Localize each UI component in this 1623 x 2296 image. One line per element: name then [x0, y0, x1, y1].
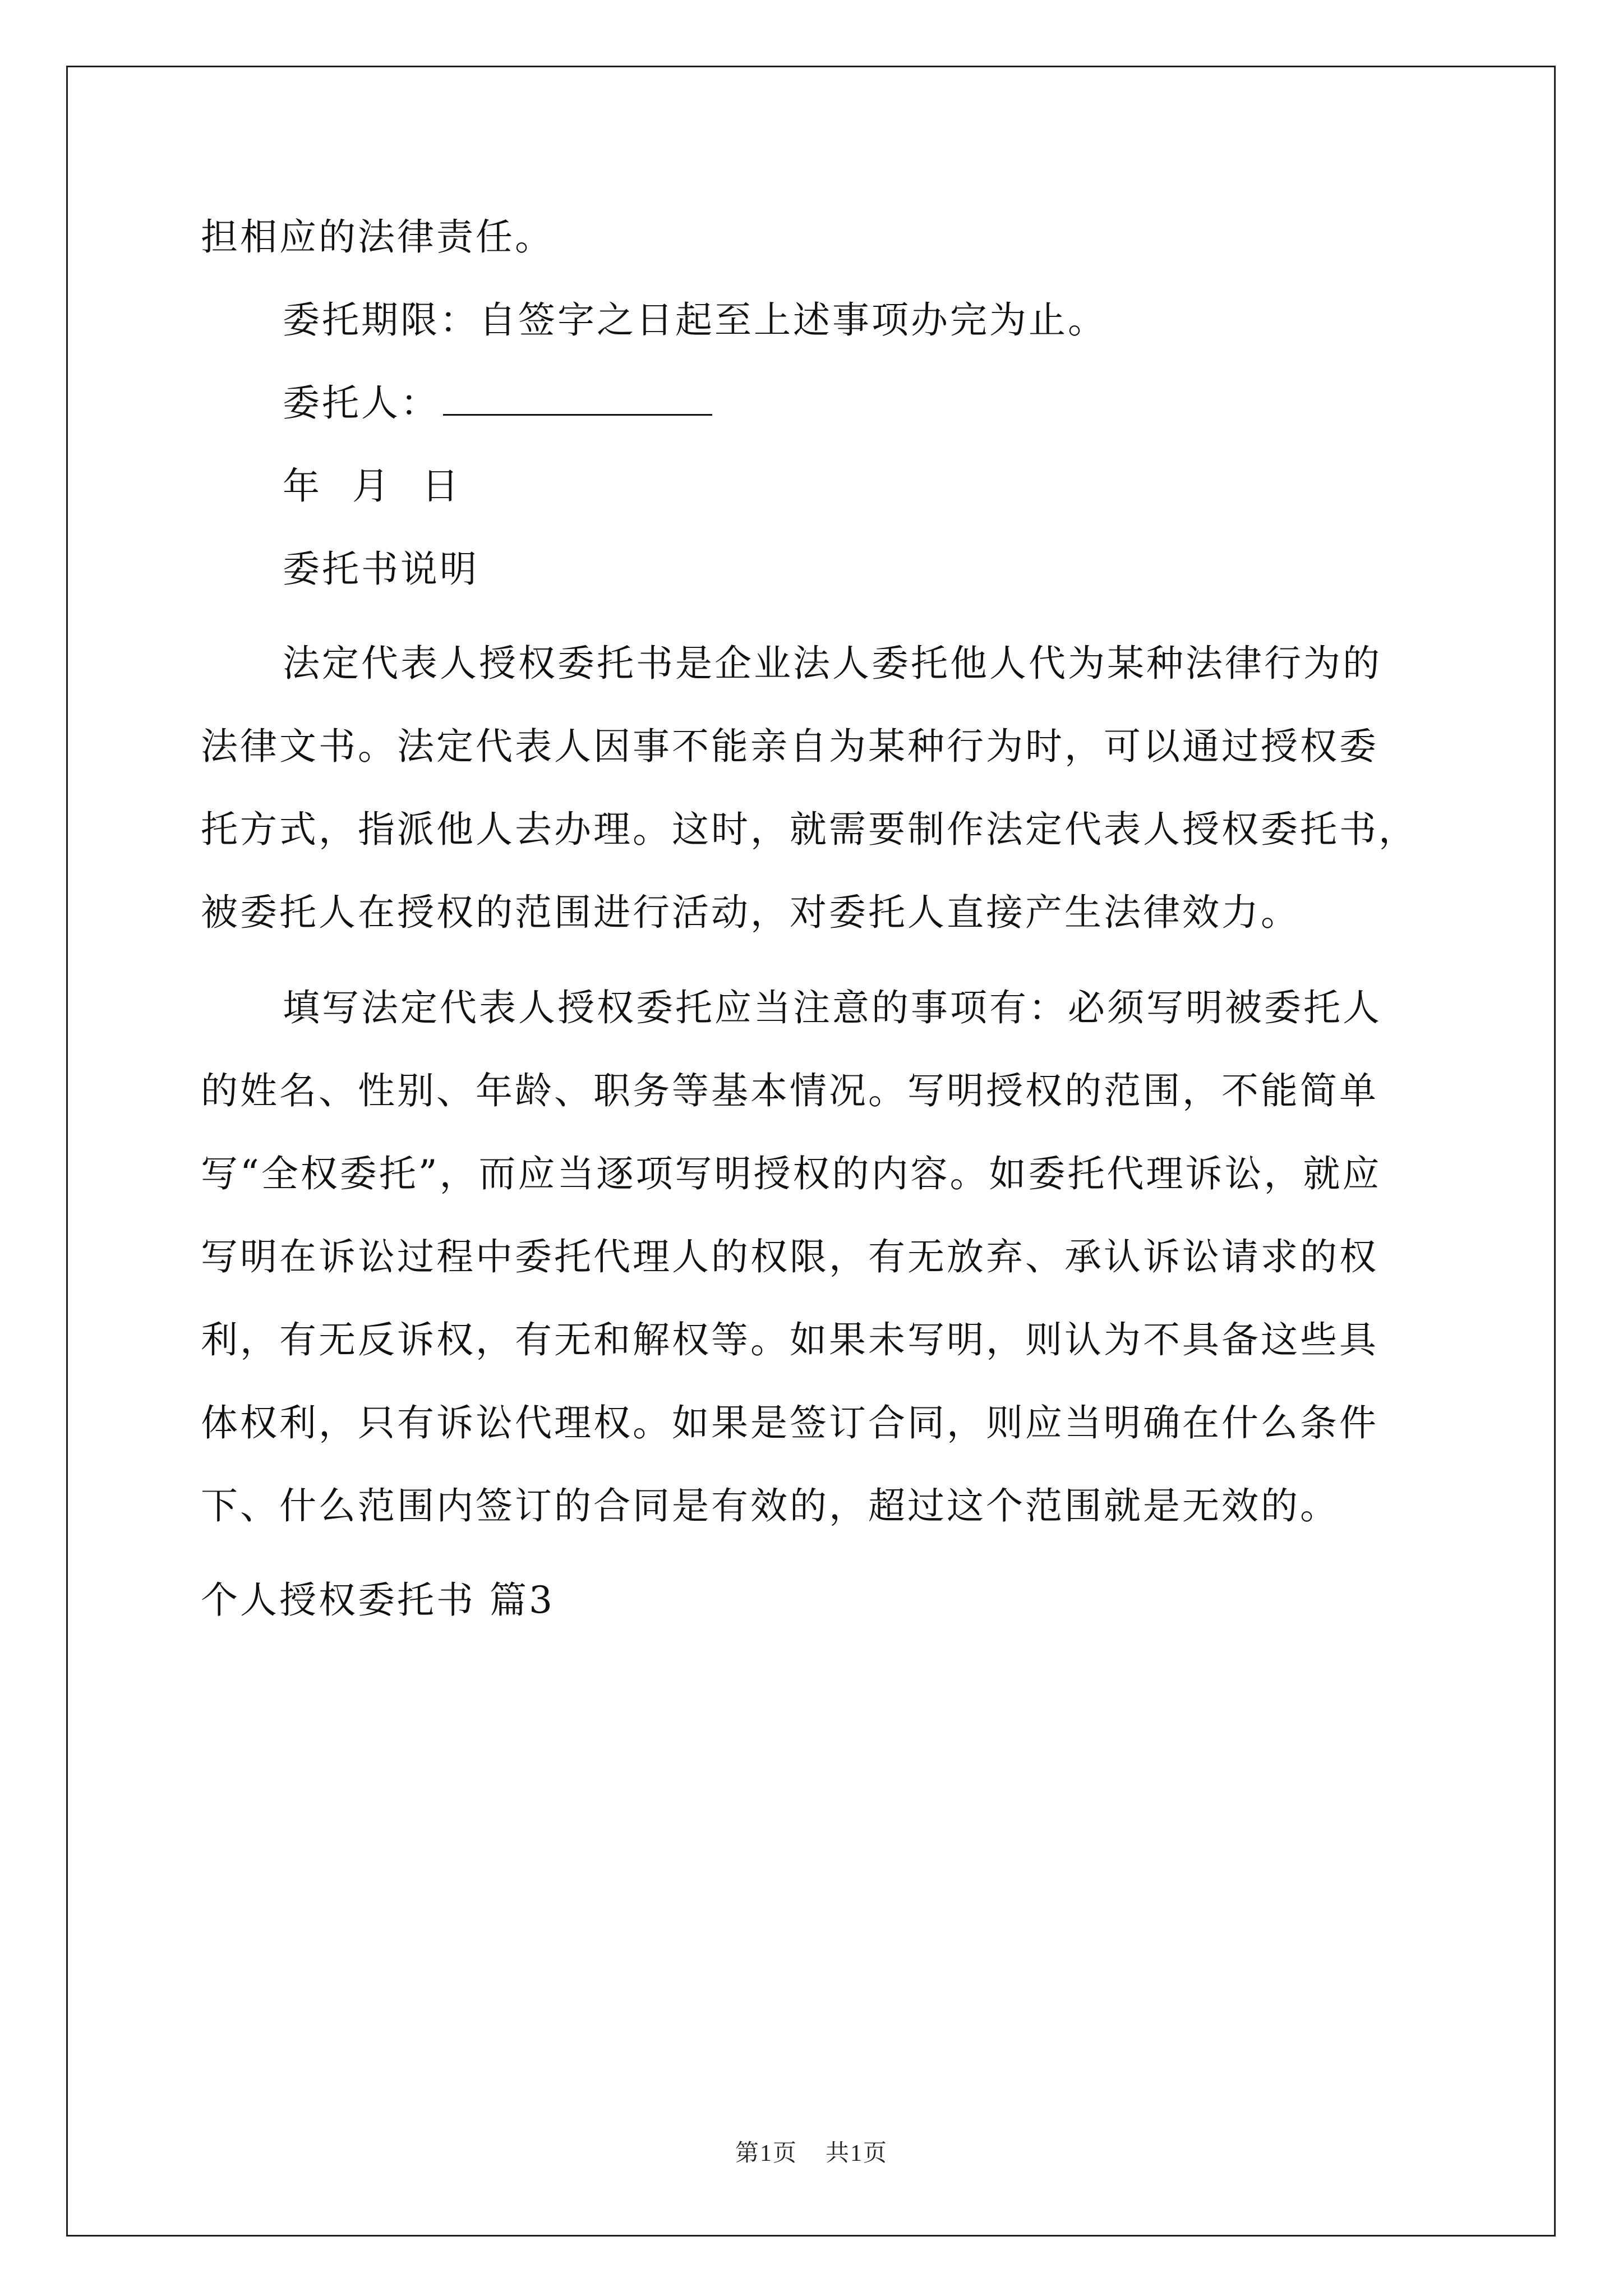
- date-day: 日: [422, 464, 461, 508]
- paragraph-line: 被委托人在授权的范围进行活动，对委托人直接产生法律效力。: [201, 891, 1300, 934]
- paragraph-line: 下、什么范围内签订的合同是有效的，超过这个范围就是无效的。: [201, 1484, 1339, 1527]
- page-footer: [0, 2134, 1623, 2168]
- section-heading: 委托书说明: [283, 547, 479, 591]
- paragraph-line: 的姓名、性别、年龄、职务等基本情况。写明授权的范围，不能简单: [201, 1069, 1378, 1112]
- date-year: 年: [283, 464, 322, 508]
- term-line: 委托期限：自签字之日起至上述事项办完为止。: [283, 298, 1107, 342]
- principal-label: 委托人：: [283, 381, 440, 425]
- paragraph-line: 写明在诉讼过程中委托代理人的权限，有无放弃、承认诉讼请求的权: [201, 1235, 1378, 1278]
- date-line: [283, 464, 461, 508]
- section-title: 个人授权委托书 篇3: [201, 1579, 555, 1622]
- paragraph-line: 法律文书。法定代表人因事不能亲自为某种行为时，可以通过授权委: [201, 725, 1378, 768]
- paragraph-line: 利，有无反诉权，有无和解权等。如果未写明，则认为不具备这些具: [201, 1318, 1378, 1361]
- principal-signature-blank: [443, 385, 712, 416]
- principal-line: [283, 381, 712, 425]
- paragraph-line: 体权利，只有诉讼代理权。如果是签订合同，则应当明确在什么条件: [201, 1401, 1378, 1444]
- paragraph-line: 托方式，指派他人去办理。这时，就需要制作法定代表人授权委托书，: [201, 808, 1418, 851]
- paragraph-line: 填写法定代表人授权委托应当注意的事项有：必须写明被委托人: [283, 986, 1382, 1029]
- paragraph-line: 法定代表人授权委托书是企业法人委托他人代为某种法律行为的: [283, 642, 1382, 685]
- date-month: 月: [352, 464, 391, 508]
- page-total: 共1页: [826, 2141, 888, 2166]
- paragraph-line: 写“全权委托”，而应当逐项写明授权的内容。如委托代理诉讼，就应: [201, 1152, 1382, 1195]
- paragraph-line: 担相应的法律责任。: [201, 215, 554, 259]
- page-number: 第1页: [735, 2141, 797, 2166]
